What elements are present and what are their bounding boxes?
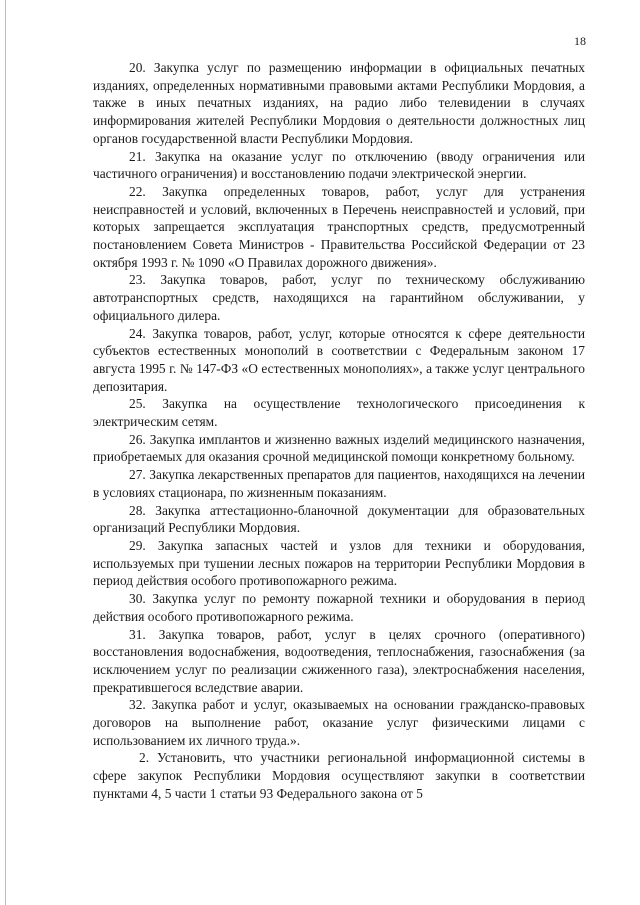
paragraph-item-23: 23. Закупка товаров, работ, услуг по техническому обслуживанию автотранспортных средств, находящихся на гарантийном обслуживании, у официального дилера.: [93, 272, 585, 323]
paragraph-item-26: 26. Закупка имплантов и жизненно важных изделий медицинского назначения, приобретаемых для оказания срочной медицинской помощи конкретному больному.: [93, 431, 585, 465]
paragraph-item-28: 28. Закупка аттестационно-бланочной документации для образовательных организаций Республики Мордовия.: [93, 502, 585, 536]
paragraph-item-27: 27. Закупка лекарственных препаратов для пациентов, находящихся на лечении в условиях стационара, по жизненным показаниям.: [93, 467, 585, 500]
paragraph-item-24: 24. Закупка товаров, работ, услуг, которые относятся к сфере деятельности субъектов естественных монополий в соответствии с Федеральным законом 17 августа 1995 г. № 147-ФЗ «О естественных монополиях», а также услуг центрального депозитария.: [93, 325, 585, 394]
paragraph-item-29: 29. Закупка запасных частей и узлов для техники и оборудования, используемых при тушении лесных пожаров на территории Республики Мордовия в период действия особого противопожарного режима.: [93, 537, 585, 589]
document-body: [93, 59, 585, 803]
paragraph-item-21: 21. Закупка на оказание услуг по отключению (вводу ограничения или частичного ограничения) и восстановлению подачи электрической энергии.: [93, 148, 585, 182]
section-paragraph-2: 2. Установить, что участники региональной информационной системы в сфере закупок Республики Мордовия осуществляют закупки в соответствии пунктами 4, 5 части 1 статьи 93 Федерального закона от 5: [93, 750, 585, 801]
page-edge-line: [5, 0, 6, 905]
page-number: 18: [574, 34, 586, 48]
paragraph-item-22: 22. Закупка определенных товаров, работ, услуг для устранения неисправностей и условий, включенных в Перечень неисправностей и условий, при которых запрещается эксплуатация транспортных средств, предусмотренный постановлением Совета Министров - Правительства Российской Федерации от 23 октября 1993 г. № 1090 «О Правилах дорожного движения».: [93, 183, 585, 270]
paragraph-item-30: 30. Закупка услуг по ремонту пожарной техники и оборудования в период действия особого противопожарного режима.: [93, 591, 585, 624]
paragraph-item-32: 32. Закупка работ и услуг, оказываемых на основании гражданско-правовых договоров на выполнение работ, оказание услуг физическими лицами с использованием их личного труда.».: [93, 697, 585, 748]
paragraph-item-31: 31. Закупка товаров, работ, услуг в целях срочного (оперативного) восстановления водоснабжения, водоотведения, теплоснабжения, газоснабжения (за исключением услуг по реализации сжиженного газа), электроснабжения населения, прекратившегося вследствие аварии.: [93, 626, 585, 695]
paragraph-item-25: 25. Закупка на осуществление технологического присоединения к электрическим сетям.: [93, 396, 585, 430]
paragraph-item-20: 20. Закупка услуг по размещению информации в официальных печатных изданиях, определенных нормативными правовыми актами Республики Мордовия, а также в иных печатных изданиях, на радио либо телевидении в случаях информирования жителей Республики Мордовия о деятельности должностных лиц органов государственной власти Республики Мордовия.: [93, 60, 585, 146]
